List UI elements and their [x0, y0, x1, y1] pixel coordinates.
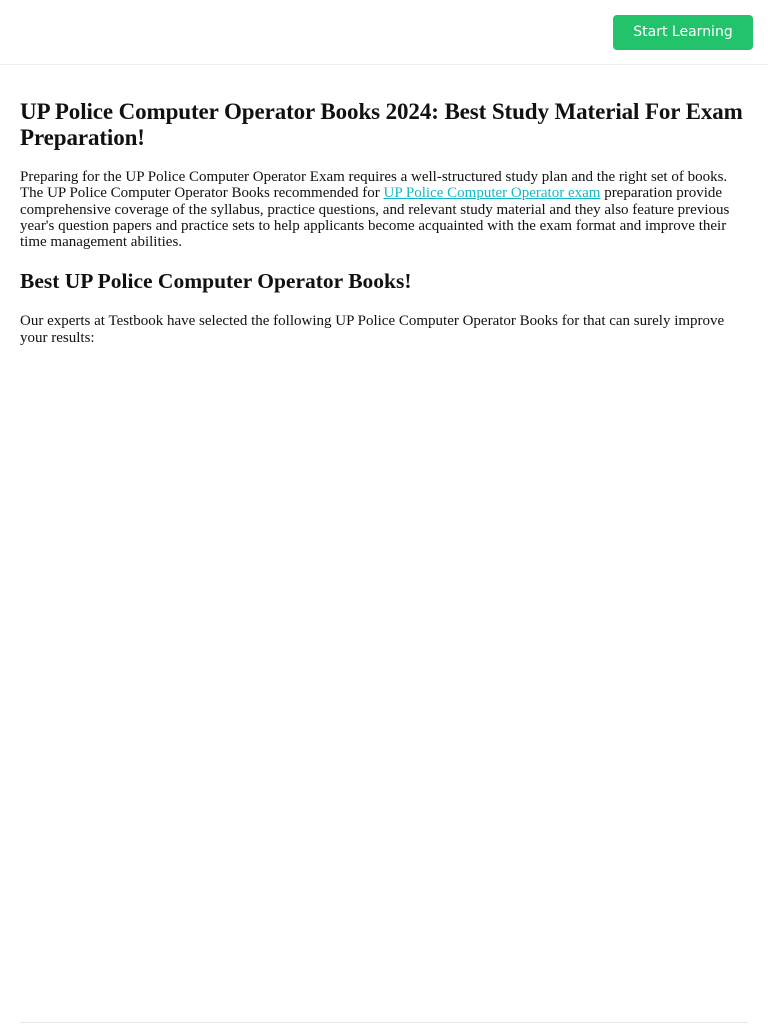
article-title: UP Police Computer Operator Books 2024: Best Study Material For Exam Preparation! — [20, 99, 743, 150]
intro-paragraph — [20, 169, 748, 250]
start-learning-button[interactable]: Start Learning — [613, 15, 753, 50]
article-content — [20, 84, 748, 346]
intro-text-start: Preparing for the UP Police Computer Operator Exam requires a well-structured study plan and the right set of books. The UP Police Computer Operator Books recommended for — [20, 169, 728, 202]
section-paragraph: Our experts at Testbook have selected the following UP Police Computer Operator Books for that can surely improve your results: — [20, 313, 725, 346]
intro-text-end: preparation provide comprehensive coverage of the syllabus, practice questions, and relevant study material and they also feature previous year's question papers and practice sets to help applicants become acquainted with the exam format and improve their time management abilities. — [20, 185, 730, 251]
top-header — [0, 0, 768, 65]
section-heading: Best UP Police Computer Operator Books! — [20, 269, 412, 294]
exam-link[interactable]: UP Police Computer Operator exam — [383, 185, 601, 202]
bottom-divider — [20, 1022, 748, 1023]
